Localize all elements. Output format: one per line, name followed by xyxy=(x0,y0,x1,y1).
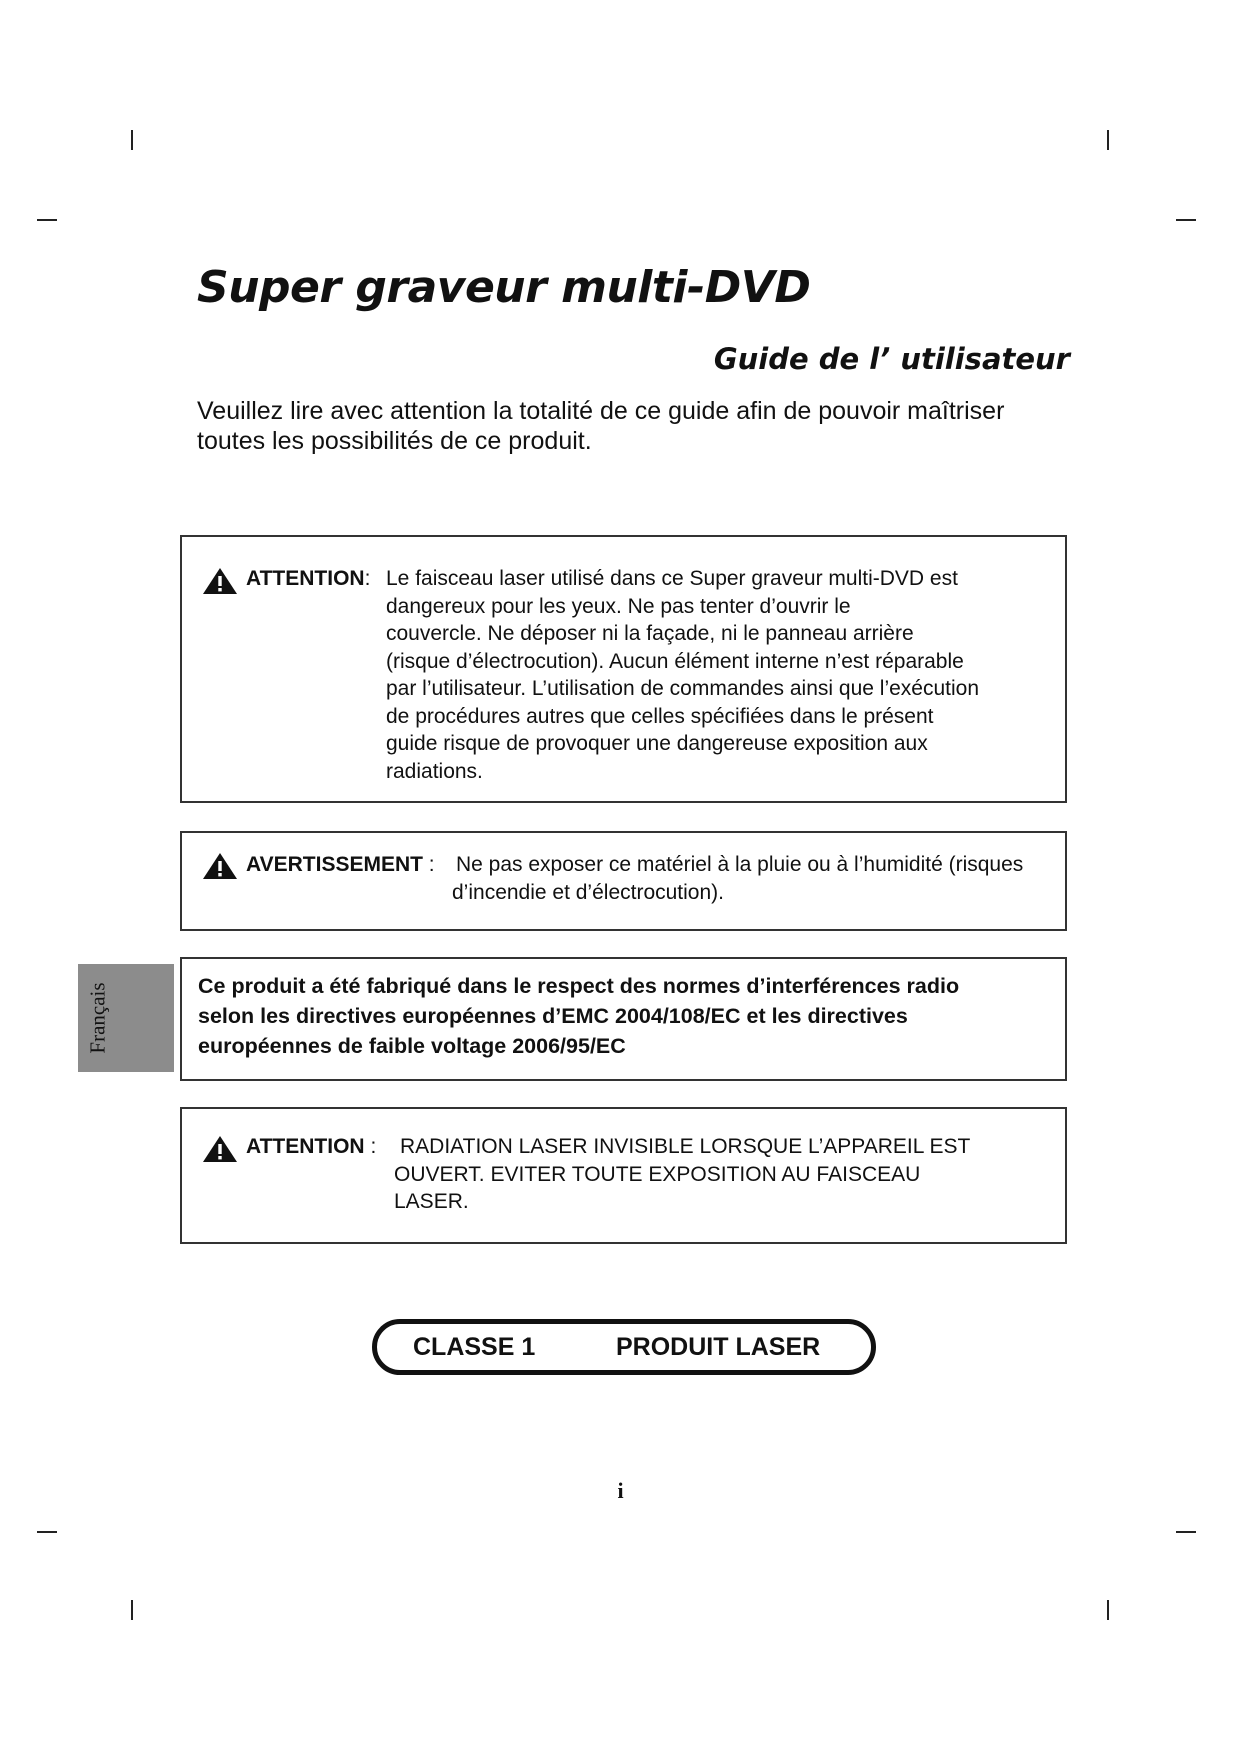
page-number: i xyxy=(617,1478,624,1503)
laser-attention-body xyxy=(400,1133,1060,1161)
notice-line: dangereux pour les yeux. Ne pas tenter d’ouvrir le xyxy=(386,594,851,618)
attention-notice-box xyxy=(180,535,1067,803)
warning-triangle-icon xyxy=(202,1135,238,1163)
notice-line: RADIATION LASER INVISIBLE LORSQUE L’APPAREIL EST xyxy=(400,1135,971,1158)
crop-mark xyxy=(1107,1600,1109,1620)
laser-attention-label-row xyxy=(246,1133,376,1161)
notice-line: Ce produit a été fabriqué dans le respect des normes d’interférences radio xyxy=(198,974,960,998)
avertissement-label-row xyxy=(246,851,435,879)
laser-product-text: PRODUIT LASER xyxy=(616,1333,821,1361)
avertissement-notice-box xyxy=(180,831,1067,931)
laser-attention-body-continued xyxy=(394,1161,1054,1216)
intro-line: toutes les possibilités de ce produit. xyxy=(197,427,592,455)
notice-line: d’incendie et d’électrocution). xyxy=(452,880,724,904)
notice-line: radiations. xyxy=(386,759,483,783)
intro-line: Veuillez lire avec attention la totalité de ce guide afin de pouvoir maîtriser xyxy=(197,397,1005,425)
avertissement-label: AVERTISSEMENT xyxy=(246,853,423,876)
warning-triangle-icon xyxy=(202,567,238,595)
notice-line: couvercle. Ne déposer ni la façade, ni le panneau arrière xyxy=(386,622,914,645)
crop-mark xyxy=(37,219,57,221)
attention-label: ATTENTION xyxy=(246,567,365,590)
notice-line: selon les directives européennes d’EMC 2004/108/EC et les directives xyxy=(198,1004,908,1028)
notice-line: guide risque de provoquer une dangereuse exposition aux xyxy=(386,732,928,755)
notice-line: Ne pas exposer ce matériel à la pluie ou à l’humidité (risques xyxy=(456,853,1024,876)
laser-class-label xyxy=(372,1319,876,1375)
crop-mark xyxy=(37,1531,57,1533)
label-separator: : xyxy=(364,567,371,590)
crop-mark xyxy=(1107,130,1109,150)
label-separator: : xyxy=(364,1135,377,1158)
language-tab xyxy=(78,964,174,1072)
notice-line: LASER. xyxy=(394,1190,469,1213)
compliance-notice-box xyxy=(180,957,1067,1081)
label-separator: : xyxy=(422,853,435,876)
avertissement-body xyxy=(456,851,1066,879)
crop-mark xyxy=(131,130,133,150)
attention-label: ATTENTION xyxy=(246,1135,365,1158)
crop-mark xyxy=(1176,1531,1196,1533)
notice-line: de procédures autres que celles spécifiées dans le présent xyxy=(386,704,934,728)
page-title: Super graveur multi-DVD xyxy=(197,262,811,313)
language-tab-label: Français xyxy=(85,982,110,1054)
notice-line: européennes de faible voltage 2006/95/EC xyxy=(198,1034,626,1058)
avertissement-body-continued xyxy=(452,879,1052,907)
crop-mark xyxy=(131,1600,133,1620)
notice-line: Le faisceau laser utilisé dans ce Super graveur multi-DVD est xyxy=(386,567,958,590)
intro-paragraph xyxy=(197,396,1077,456)
warning-triangle-icon xyxy=(202,852,238,880)
notice-line: par l’utilisateur. L’utilisation de commandes ainsi que l’exécution xyxy=(386,677,980,700)
attention-label-row xyxy=(246,565,370,593)
laser-class-value: CLASSE 1 xyxy=(413,1333,536,1361)
notice-line: OUVERT. EVITER TOUTE EXPOSITION AU FAISCEAU xyxy=(394,1162,921,1186)
crop-mark xyxy=(1176,219,1196,221)
laser-attention-notice-box xyxy=(180,1107,1067,1244)
page-subtitle: Guide de l’ utilisateur xyxy=(713,342,1070,376)
compliance-text xyxy=(198,971,1038,1061)
notice-line: (risque d’électrocution). Aucun élément interne n’est réparable xyxy=(386,649,964,673)
attention-body xyxy=(386,565,1066,785)
